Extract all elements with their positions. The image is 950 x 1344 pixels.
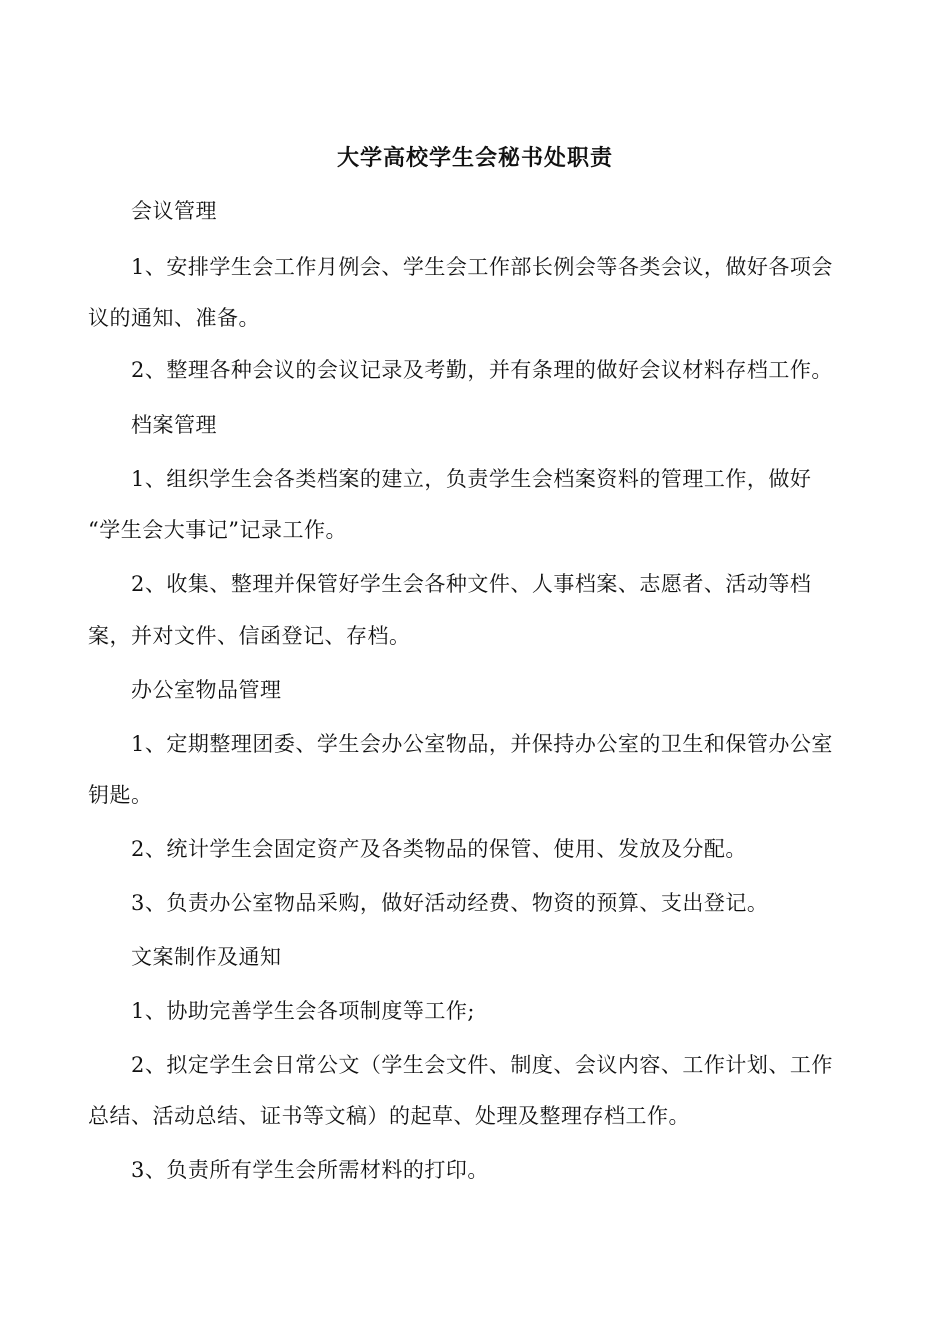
paragraph-line: 3、负责所有学生会所需材料的打印。 bbox=[131, 1158, 489, 1182]
paragraph-line: 3、负责办公室物品采购，做好活动经费、物资的预算、支出登记。 bbox=[131, 891, 769, 915]
paragraph-line: 1、安排学生会工作月例会、学生会工作部长例会等各类会议，做好各项会 bbox=[131, 255, 833, 279]
paragraph-line: 2、整理各种会议的会议记录及考勤，并有条理的做好会议材料存档工作。 bbox=[131, 358, 833, 382]
paragraph-line: 钥匙。 bbox=[88, 783, 153, 807]
paragraph-line: 1、定期整理团委、学生会办公室物品，并保持办公室的卫生和保管办公室 bbox=[131, 732, 833, 756]
section-heading-archive: 档案管理 bbox=[131, 413, 217, 437]
section-heading-office-supplies: 办公室物品管理 bbox=[131, 678, 282, 702]
paragraph-line: 议的通知、准备。 bbox=[88, 306, 260, 330]
paragraph-line: 2、拟定学生会日常公文（学生会文件、制度、会议内容、工作计划、工作 bbox=[131, 1053, 833, 1077]
paragraph-line: 1、组织学生会各类档案的建立，负责学生会档案资料的管理工作，做好 bbox=[131, 467, 812, 491]
section-heading-meeting: 会议管理 bbox=[131, 199, 217, 223]
paragraph-line: 2、统计学生会固定资产及各类物品的保管、使用、发放及分配。 bbox=[131, 837, 747, 861]
paragraph-line: 2、收集、整理并保管好学生会各种文件、人事档案、志愿者、活动等档 bbox=[131, 572, 812, 596]
paragraph-line: 案，并对文件、信函登记、存档。 bbox=[88, 624, 411, 648]
paragraph-line: “学生会大事记”记录工作。 bbox=[88, 518, 347, 542]
paragraph-line: 1、协助完善学生会各项制度等工作; bbox=[131, 999, 475, 1023]
paragraph-line: 总结、活动总结、证书等文稿）的起草、处理及整理存档工作。 bbox=[88, 1104, 690, 1128]
document-title: 大学高校学生会秘书处职责 bbox=[336, 145, 613, 171]
section-heading-documents: 文案制作及通知 bbox=[131, 945, 282, 969]
